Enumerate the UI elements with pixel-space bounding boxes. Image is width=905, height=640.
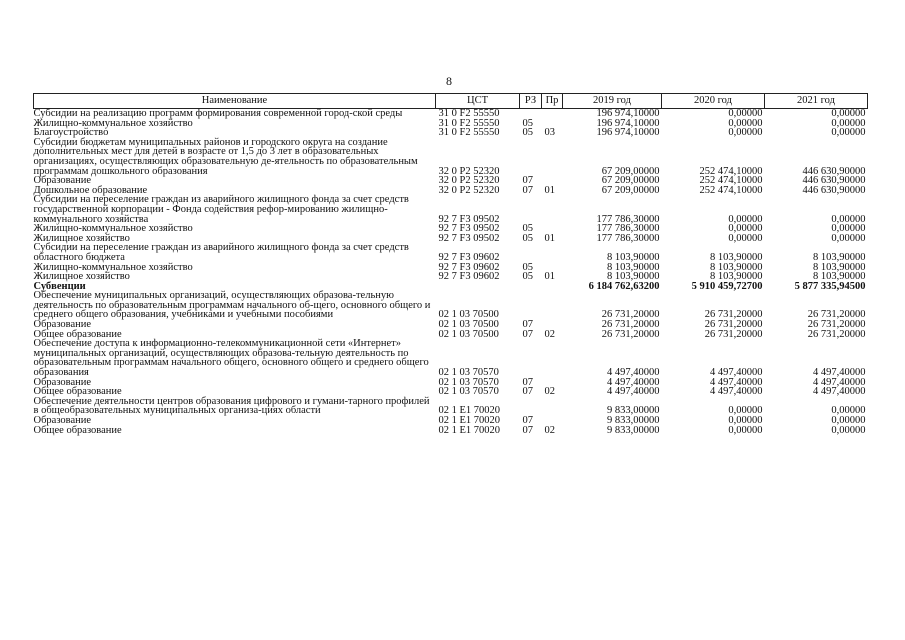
cell-2021: 8 103,90000 (813, 251, 866, 263)
cell-rz: 07 (522, 184, 533, 196)
cell-name: Общее образование (33, 328, 122, 340)
cell-2021: 4 497,40000 (813, 376, 866, 388)
table-row (34, 243, 868, 262)
cell-cst: 92 7 F3 09602 (438, 251, 500, 263)
cell-2020: 0,00000 (728, 213, 763, 225)
cell-2020: 26 731,20000 (704, 328, 763, 340)
cell-2020: 4 497,40000 (710, 376, 763, 388)
cell-name: Общее образование (33, 386, 122, 398)
table-row (34, 138, 868, 176)
cell-rz: 07 (522, 376, 533, 388)
cell-cst: 02 1 E1 70020 (438, 405, 501, 417)
cell-2019: 4 497,40000 (607, 367, 660, 379)
cell-2019: 26 731,20000 (601, 319, 660, 331)
cell-rz (520, 195, 542, 224)
cell-2019: 6 184 762,63200 (588, 280, 660, 292)
cell-2019: 26 731,20000 (601, 328, 660, 340)
cell-2021: 8 103,90000 (813, 261, 866, 273)
cell-rz: 05 (522, 261, 533, 273)
cell-cst: 92 7 F3 09502 (438, 223, 500, 235)
cell-2019: 67 209,00000 (601, 175, 660, 187)
cell-2020: 26 731,20000 (704, 309, 763, 321)
cell-name: Общее образование (33, 424, 122, 436)
cell-2019: 8 103,90000 (607, 251, 660, 263)
cell-rz (520, 397, 542, 416)
cell-2021: 5 877 335,94500 (794, 280, 866, 292)
cell-2021: 26 731,20000 (807, 319, 866, 331)
cell-pr (542, 397, 563, 416)
budget-table (33, 93, 868, 435)
cell-2021: 26 731,20000 (807, 309, 866, 321)
cell-2019: 196 974,10000 (596, 127, 660, 139)
cell-2019: 9 833,00000 (607, 415, 660, 426)
cell-2019: 177 786,30000 (596, 213, 660, 225)
cell-2020: 0,00000 (728, 117, 763, 129)
cell-2021: 446 630,90000 (802, 165, 866, 177)
cell-cst: 02 1 E1 70020 (438, 415, 501, 426)
cell-2020: 252 474,10000 (699, 165, 763, 177)
cell-name: Субсидии на переселение граждан из аварийного жилищного фонда за счет средств областного бюджета (33, 242, 409, 263)
cell-2021: 0,00000 (831, 415, 866, 426)
cell-rz: 05 (522, 232, 533, 244)
cell-2019: 4 497,40000 (607, 376, 660, 388)
cell-2021: 4 497,40000 (813, 386, 866, 398)
cell-rz (520, 291, 542, 320)
cell-2020: 5 910 459,72700 (691, 280, 763, 292)
cell-2021: 0,00000 (831, 108, 866, 119)
cell-rz (520, 138, 542, 176)
cell-2019: 196 974,10000 (596, 108, 660, 119)
cell-2021: 26 731,20000 (807, 328, 866, 340)
cell-2020: 8 103,90000 (710, 251, 763, 263)
cell-2020: 0,00000 (728, 405, 763, 417)
cell-name: Обеспечение муниципальных организаций, осуществляющих образова-тельную деятельность по образовательным программам начального об-щего, основного общего и среднего общего образования, учебниками и учебными пособиями (33, 290, 431, 321)
cell-cst: 02 1 03 70500 (438, 328, 499, 340)
cell-2020: 0,00000 (728, 223, 763, 235)
cell-name: Жилищно-коммунальное хозяйство (33, 117, 193, 129)
cell-cst: 02 1 E1 70020 (438, 424, 501, 436)
cell-2020: 252 474,10000 (699, 184, 763, 196)
cell-pr: 02 (544, 424, 555, 436)
cell-2021: 0,00000 (831, 405, 866, 417)
cell-2020: 4 497,40000 (710, 386, 763, 398)
cell-2019: 67 209,00000 (601, 165, 660, 177)
cell-2019: 4 497,40000 (607, 386, 660, 398)
cell-pr (542, 195, 563, 224)
cell-cst: 32 0 P2 52320 (438, 175, 500, 187)
cell-pr: 01 (544, 184, 555, 196)
cell-2019: 9 833,00000 (607, 405, 660, 417)
cell-pr: 02 (544, 386, 555, 398)
cell-2019: 196 974,10000 (596, 117, 660, 129)
cell-rz: 07 (522, 415, 533, 426)
cell-name: Субсидии бюджетам муниципальных районов и городского округа на создание дополнительных мест для детей в возрасте от 1,5 до 3 лет в образовательных организациях, осуществляющих образовательную де-ятельность по образовательным программам дошкольного образования (33, 136, 418, 177)
cell-2019: 8 103,90000 (607, 261, 660, 273)
cell-rz (520, 282, 542, 292)
cell-2019: 9 833,00000 (607, 424, 660, 436)
table-row (34, 339, 868, 377)
cell-rz: 07 (522, 319, 533, 331)
cell-2020: 0,00000 (728, 415, 763, 426)
cell-2021: 446 630,90000 (802, 184, 866, 196)
cell-2020: 0,00000 (728, 108, 763, 119)
cell-name: Субсидии на реализацию программ формирования современной город-ской среды (33, 108, 403, 119)
cell-name: Благоустройство (33, 127, 109, 139)
cell-2020: 252 474,10000 (699, 175, 763, 187)
cell-rz: 05 (522, 117, 533, 129)
cell-rz: 07 (522, 175, 533, 187)
cell-rz (520, 339, 542, 377)
cell-2020: 0,00000 (728, 127, 763, 139)
header-2019: 2019 год (563, 94, 662, 109)
cell-cst (436, 282, 520, 292)
table-row (34, 426, 868, 436)
cell-name: Образование (33, 319, 92, 331)
header-cst: ЦСТ (436, 94, 520, 109)
cell-cst: 32 0 P2 52320 (438, 165, 500, 177)
cell-cst: 02 1 03 70500 (438, 319, 499, 331)
cell-pr: 03 (544, 127, 555, 139)
cell-cst: 02 1 03 70570 (438, 386, 499, 398)
cell-2019: 177 786,30000 (596, 232, 660, 244)
cell-pr: 02 (544, 328, 555, 340)
cell-2020: 8 103,90000 (710, 271, 763, 283)
cell-pr (542, 282, 563, 292)
header-pr: Пр (542, 94, 563, 109)
cell-cst: 31 0 F2 55550 (438, 127, 500, 139)
cell-rz: 07 (522, 386, 533, 398)
cell-2019: 67 209,00000 (601, 184, 660, 196)
cell-name: Обеспечение деятельности центров образования цифрового и гумани-тарного профилей в общеобразовательных муниципальных организа-циях области (33, 395, 430, 417)
header-2021: 2021 год (765, 94, 868, 109)
table-row (34, 291, 868, 320)
table-row (34, 195, 868, 224)
cell-cst: 92 7 F3 09502 (438, 213, 500, 225)
cell-2019: 177 786,30000 (596, 223, 660, 235)
cell-cst: 92 7 F3 09602 (438, 271, 500, 283)
cell-pr: 01 (544, 271, 555, 283)
header-name: Наименование (34, 94, 436, 109)
cell-2021: 0,00000 (831, 117, 866, 129)
cell-2021: 0,00000 (831, 223, 866, 235)
cell-rz: 05 (522, 127, 533, 139)
cell-pr (542, 243, 563, 262)
cell-2019: 8 103,90000 (607, 271, 660, 283)
cell-name: Образование (33, 376, 92, 388)
cell-name: Субсидии на переселение граждан из аварийного жилищного фонда за счет средств государственной корпорации - Фонда содействия рефор-мированию жилищно-коммунального хозяйства (33, 194, 409, 225)
cell-2021: 0,00000 (831, 213, 866, 225)
cell-2020: 0,00000 (728, 424, 763, 436)
cell-rz (520, 243, 542, 262)
cell-rz: 05 (522, 223, 533, 235)
cell-cst: 02 1 03 70500 (438, 309, 499, 321)
cell-rz: 07 (522, 424, 533, 436)
table-header-row (34, 94, 868, 109)
cell-2019: 26 731,20000 (601, 309, 660, 321)
cell-name: Жилищно-коммунальное хозяйство (33, 261, 193, 273)
cell-cst: 92 7 F3 09502 (438, 232, 500, 244)
cell-name: Образование (33, 175, 92, 187)
cell-name: Жилищное хозяйство (33, 232, 130, 244)
cell-2021: 4 497,40000 (813, 367, 866, 379)
cell-2020: 8 103,90000 (710, 261, 763, 273)
cell-2021: 0,00000 (831, 127, 866, 139)
cell-pr (542, 138, 563, 176)
cell-pr: 01 (544, 232, 555, 244)
cell-2020: 0,00000 (728, 232, 763, 244)
cell-name: Образование (33, 415, 92, 426)
cell-cst: 02 1 03 70570 (438, 376, 499, 388)
cell-cst: 31 0 F2 55550 (438, 117, 500, 129)
header-rz: РЗ (520, 94, 542, 109)
cell-2021: 0,00000 (831, 424, 866, 436)
cell-2020: 26 731,20000 (704, 319, 763, 331)
page-number: 8 (446, 74, 452, 88)
cell-rz: 07 (522, 328, 533, 340)
cell-name: Субвенции (33, 280, 86, 292)
cell-2021: 0,00000 (831, 232, 866, 244)
cell-cst: 32 0 P2 52320 (438, 184, 500, 196)
table-row (34, 397, 868, 416)
cell-2020: 4 497,40000 (710, 367, 763, 379)
cell-rz: 05 (522, 271, 533, 283)
cell-name: Обеспечение доступа к информационно-телекоммуникационной сети «Интернет» муниципальных организаций, осуществляющих образова-тельную деятельность по образовательным программам начального общего, основного общего и среднего общего образования (33, 338, 429, 379)
cell-pr (542, 109, 563, 119)
cell-pr (542, 291, 563, 320)
cell-2021: 8 103,90000 (813, 271, 866, 283)
header-2020: 2020 год (662, 94, 765, 109)
cell-cst: 31 0 F2 55550 (438, 108, 500, 119)
cell-pr (542, 339, 563, 377)
table-body (34, 109, 868, 436)
cell-2021: 446 630,90000 (802, 175, 866, 187)
cell-name: Дошкольное образование (33, 184, 148, 196)
cell-name: Жилищно-коммунальное хозяйство (33, 223, 193, 235)
cell-name: Жилищное хозяйство (33, 271, 130, 283)
cell-cst: 92 7 F3 09602 (438, 261, 500, 273)
cell-cst: 02 1 03 70570 (438, 367, 499, 379)
